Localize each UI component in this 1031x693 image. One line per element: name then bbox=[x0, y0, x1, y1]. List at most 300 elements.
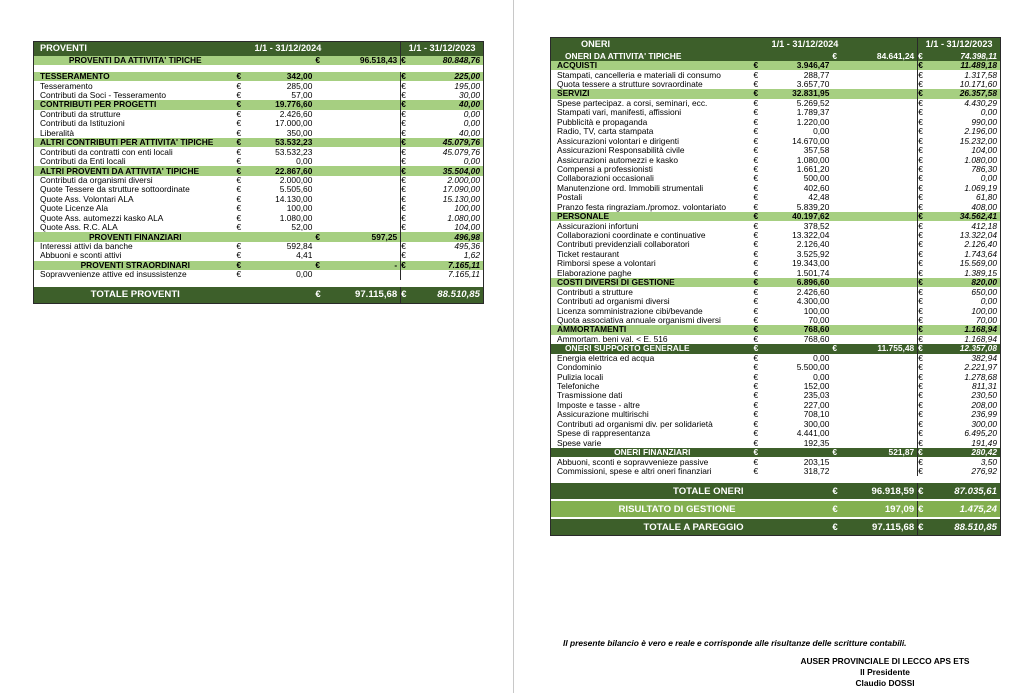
period-2024: 1/1 - 31/12/2024 bbox=[254, 43, 322, 54]
value-2024: 19.776,60 bbox=[275, 100, 313, 110]
currency-symbol: € bbox=[918, 306, 923, 316]
currency-symbol: € bbox=[918, 362, 923, 373]
row-label: ONERI SUPPORTO GENERALE bbox=[565, 344, 690, 354]
table-row bbox=[34, 91, 483, 100]
currency-symbol: € bbox=[918, 325, 923, 335]
signature-name: Claudio DOSSI bbox=[855, 678, 915, 688]
currency-symbol: € bbox=[753, 457, 759, 467]
value-2023: 208,00 bbox=[971, 400, 997, 410]
currency-symbol: € bbox=[918, 70, 923, 80]
row-label: Collaborazioni coordinate e continuative bbox=[557, 231, 706, 241]
value-2024: 1.220,00 bbox=[796, 117, 830, 127]
value-2023: 100,00 bbox=[454, 204, 480, 214]
risultato-label: RISULTATO DI GESTIONE bbox=[618, 504, 736, 514]
value-2024: 52,00 bbox=[291, 222, 313, 233]
row-label: TESSERAMENTO bbox=[40, 72, 110, 82]
value-2023: 2.126,40 bbox=[964, 240, 997, 250]
table-row bbox=[551, 372, 1000, 381]
row-label: Liberalità bbox=[40, 128, 74, 138]
currency-symbol: € bbox=[401, 109, 406, 119]
value-2023: 236,99 bbox=[971, 410, 997, 420]
row-label: Postali bbox=[557, 193, 583, 203]
table-row bbox=[551, 184, 1000, 193]
value-2024: 5.505,60 bbox=[279, 185, 313, 195]
row-label: Ammortam. beni val. < E. 516 bbox=[557, 334, 668, 344]
currency-symbol: € bbox=[753, 315, 759, 325]
currency-symbol: € bbox=[401, 175, 406, 185]
section-row bbox=[34, 100, 483, 109]
currency-symbol: € bbox=[918, 372, 923, 382]
value-2023: 0,00 bbox=[463, 119, 480, 129]
value-2024: 203,15 bbox=[803, 457, 830, 467]
totale-pareggio-2024: 97.115,68 bbox=[872, 521, 915, 533]
currency-symbol: € bbox=[401, 222, 406, 233]
value-2023: 4.430,29 bbox=[964, 98, 997, 108]
currency-symbol: € bbox=[753, 268, 759, 278]
value-2024: 2.426,60 bbox=[796, 287, 830, 297]
row-label: Quote Ass. automezzi kasko ALA bbox=[40, 213, 164, 223]
page-divider bbox=[513, 0, 514, 693]
value-2024: 318,72 bbox=[803, 466, 830, 476]
value-2023: 2.221,97 bbox=[964, 362, 997, 373]
oneri-rows bbox=[551, 52, 1000, 484]
value-2023: 45.079,76 bbox=[442, 147, 480, 157]
currency-symbol: € bbox=[401, 128, 406, 138]
table-row bbox=[551, 108, 1000, 117]
currency-symbol: € bbox=[236, 147, 242, 157]
row-label: Quote Ass. R.C. ALA bbox=[40, 223, 118, 233]
currency-symbol: € bbox=[918, 391, 923, 401]
table-row bbox=[551, 382, 1000, 391]
row-label: Contributi da organismi diversi bbox=[40, 175, 153, 185]
value-2024: 285,00 bbox=[286, 81, 313, 91]
value-2023: 0,00 bbox=[463, 156, 480, 167]
value-2024: 300,00 bbox=[803, 419, 830, 429]
value-2023: 100,00 bbox=[971, 306, 997, 316]
totale-oneri-2024: 96.918,59 bbox=[871, 485, 915, 497]
table-row bbox=[551, 231, 1000, 240]
currency-symbol: € bbox=[918, 164, 923, 174]
value-2023: 495,36 bbox=[454, 241, 480, 252]
value-2023: 2.196,00 bbox=[964, 127, 997, 137]
value-2024: 14.670,00 bbox=[792, 136, 830, 146]
value-2023: 382,94 bbox=[971, 353, 997, 363]
table-row bbox=[551, 203, 1000, 212]
value-2024: 17.000,00 bbox=[275, 119, 313, 129]
value-2024: 14.130,00 bbox=[275, 194, 313, 204]
table-row bbox=[551, 136, 1000, 145]
value-2024: 708,10 bbox=[803, 410, 830, 420]
currency-symbol: € bbox=[918, 230, 923, 241]
value-2023: 496,98 bbox=[454, 232, 480, 242]
table-row bbox=[551, 174, 1000, 183]
value-2024: 288,77 bbox=[803, 70, 830, 80]
value-2024: 227,00 bbox=[803, 400, 830, 410]
table-row bbox=[551, 80, 1000, 89]
table-row bbox=[551, 438, 1000, 447]
value-2023: 2.000,00 bbox=[447, 175, 480, 185]
value-2023: 230,50 bbox=[971, 391, 997, 401]
currency-symbol: € bbox=[918, 51, 923, 61]
currency-symbol: € bbox=[753, 334, 759, 344]
value-2024: 402,60 bbox=[803, 183, 830, 193]
table-row bbox=[551, 127, 1000, 136]
currency-symbol: € bbox=[918, 155, 923, 165]
period-2023: 1/1 - 31/12/2023 bbox=[925, 39, 993, 50]
value-2023: 0,00 bbox=[980, 174, 997, 184]
row-label: ALTRI CONTRIBUTI PER ATTIVITA' TIPICHE bbox=[40, 138, 214, 148]
currency-symbol: € bbox=[918, 240, 923, 250]
table-row bbox=[34, 204, 483, 213]
table-row bbox=[551, 297, 1000, 306]
currency-symbol: € bbox=[918, 108, 923, 118]
currency-symbol: € bbox=[753, 98, 759, 108]
row-label: Radio, TV, carta stampata bbox=[557, 127, 654, 137]
currency-symbol: € bbox=[753, 127, 759, 137]
currency-symbol: € bbox=[918, 344, 923, 354]
value-2024: 84.641,24 bbox=[876, 51, 915, 61]
row-label: ACQUISTI bbox=[557, 61, 598, 71]
table-row bbox=[551, 259, 1000, 268]
value-2024: 1.501,74 bbox=[796, 268, 830, 278]
row-label: Rimborsi spese a volontari bbox=[557, 259, 656, 269]
row-label: Contributi previdenziali collaboratori bbox=[557, 240, 690, 250]
value-2024: 32.831,95 bbox=[792, 89, 830, 99]
value-2023: 786,30 bbox=[971, 164, 997, 174]
currency-symbol: € bbox=[918, 60, 923, 71]
row-label: PROVENTI DA ATTIVITA' TIPICHE bbox=[68, 55, 202, 65]
row-label: PERSONALE bbox=[557, 212, 610, 222]
value-2023: 3,50 bbox=[980, 457, 997, 467]
currency-symbol: € bbox=[918, 259, 923, 269]
row-label: Assicurazioni volontari e dirigenti bbox=[557, 136, 679, 146]
value-2023: 17.090,00 bbox=[442, 185, 480, 195]
value-2023: 104,00 bbox=[971, 145, 997, 156]
value-2023: 13.322,04 bbox=[959, 230, 997, 241]
value-2023: 0,00 bbox=[463, 109, 480, 119]
value-2023: 30,00 bbox=[459, 90, 480, 101]
risultato-row: RISULTATO DI GESTIONE € 197,09 € 1.475,24 bbox=[551, 501, 1000, 517]
proventi-rows bbox=[34, 56, 483, 287]
section-row bbox=[551, 61, 1000, 70]
currency-symbol: € bbox=[236, 185, 242, 195]
value-2023: 1.317,58 bbox=[964, 70, 997, 80]
currency-symbol: € bbox=[918, 174, 923, 184]
value-2024: 0,00 bbox=[813, 127, 830, 137]
value-2024: 4,41 bbox=[296, 251, 313, 261]
table-row bbox=[34, 119, 483, 128]
section-row bbox=[551, 344, 1000, 353]
value-2024: 2.126,40 bbox=[796, 240, 830, 250]
value-2024: 6.896,60 bbox=[796, 278, 830, 288]
table-row bbox=[34, 129, 483, 138]
value-2024: 192,35 bbox=[803, 438, 830, 448]
row-label: SERVIZI bbox=[557, 89, 590, 99]
currency-symbol: € bbox=[918, 410, 923, 420]
currency-symbol: € bbox=[401, 204, 406, 214]
value-2023: 1.743,64 bbox=[964, 249, 997, 259]
currency-symbol: € bbox=[753, 372, 759, 382]
table-row bbox=[551, 335, 1000, 344]
value-2024: 1.661,20 bbox=[796, 164, 830, 174]
currency-symbol: € bbox=[918, 381, 923, 392]
currency-symbol: € bbox=[753, 466, 759, 476]
value-2023: 7.165,11 bbox=[448, 270, 480, 280]
row-label: Pranzo festa ringraziam./promoz. volontariato bbox=[557, 202, 726, 212]
table-row bbox=[551, 165, 1000, 174]
value-2024: 53.532,23 bbox=[275, 138, 313, 148]
totale-oneri-label: TOTALE ONERI bbox=[673, 486, 744, 496]
row-label: Contributi da Istituzioni bbox=[40, 119, 125, 129]
currency-symbol: € bbox=[753, 362, 759, 373]
currency-symbol: € bbox=[236, 166, 242, 176]
section-row bbox=[551, 212, 1000, 221]
currency-symbol: € bbox=[753, 108, 759, 118]
currency-symbol: € bbox=[918, 89, 923, 99]
row-label: Stampati vari, manifesti, affissioni bbox=[557, 108, 682, 118]
spacer bbox=[34, 280, 483, 287]
row-label: Energia elettrica ed acqua bbox=[557, 353, 655, 363]
risultato-2023: 1.475,24 bbox=[959, 503, 997, 515]
section-row bbox=[34, 261, 483, 270]
table-row bbox=[34, 157, 483, 166]
value-2023: 276,92 bbox=[971, 466, 997, 476]
currency-symbol: € bbox=[753, 306, 759, 316]
currency-symbol: € bbox=[918, 145, 923, 156]
totale-oneri-row: TOTALE ONERI € 96.918,59 € 87.035,61 bbox=[551, 483, 1000, 499]
currency-symbol: € bbox=[753, 419, 759, 429]
currency-symbol: € bbox=[753, 230, 759, 241]
currency-symbol: € bbox=[753, 164, 759, 174]
value-2024: 2.426,60 bbox=[279, 109, 313, 119]
value-2024: 597,25 bbox=[371, 232, 398, 242]
currency-symbol: € bbox=[236, 204, 242, 214]
value-2024: 42,48 bbox=[808, 193, 830, 203]
period-2023: 1/1 - 31/12/2023 bbox=[408, 43, 476, 54]
section-row bbox=[551, 89, 1000, 98]
value-2024: 500,00 bbox=[803, 174, 830, 184]
row-label: Contributi da contratti con enti locali bbox=[40, 147, 173, 157]
section-row bbox=[551, 52, 1000, 61]
row-label: Trasmissione dati bbox=[557, 391, 623, 401]
value-2023: 300,00 bbox=[971, 419, 997, 429]
value-2023: 35.504,00 bbox=[442, 166, 480, 176]
table-row bbox=[551, 70, 1000, 79]
value-2024: 0,00 bbox=[296, 270, 313, 280]
table-row bbox=[551, 221, 1000, 230]
row-label: Commissioni, spese e altri oneri finanziari bbox=[557, 466, 712, 476]
value-2024: 521,87 bbox=[888, 447, 915, 458]
value-2023: 1.168,94 bbox=[964, 325, 997, 335]
currency-symbol: € bbox=[753, 79, 759, 90]
currency-symbol: € bbox=[236, 109, 242, 119]
currency-symbol: € bbox=[918, 136, 923, 146]
row-label: Contributi ad organismi diversi bbox=[557, 297, 670, 307]
value-2023: 12.357,08 bbox=[959, 344, 997, 354]
value-2023: 7.165,11 bbox=[448, 260, 480, 270]
row-label: Pubblicità e propaganda bbox=[557, 117, 648, 127]
proventi-title: PROVENTI bbox=[40, 44, 87, 54]
row-label: Stampati, cancelleria e materiali di consumo bbox=[557, 70, 721, 80]
value-2023: 280,42 bbox=[971, 447, 997, 458]
currency-symbol: € bbox=[236, 156, 242, 167]
currency-symbol: € bbox=[401, 185, 406, 195]
row-label: Contributi da Soci - Tesseramento bbox=[40, 91, 166, 101]
row-label: Quote Tessere da strutture sottoordinate bbox=[40, 185, 190, 195]
row-label: Quote Licenze Ala bbox=[40, 204, 108, 214]
value-2023: 6.495,20 bbox=[964, 429, 997, 439]
currency-symbol: € bbox=[832, 447, 838, 458]
row-label: Tesseramento bbox=[40, 81, 93, 91]
currency-symbol: € bbox=[236, 128, 242, 138]
value-2024: 1.789,37 bbox=[796, 108, 830, 118]
table-row bbox=[34, 195, 483, 204]
value-2024: 235,03 bbox=[803, 391, 830, 401]
currency-symbol: € bbox=[753, 60, 759, 71]
row-label: Contributi a strutture bbox=[557, 287, 633, 297]
value-2023: 10.171,60 bbox=[959, 79, 997, 90]
row-label: ALTRI PROVENTI DA ATTIVITA' TIPICHE bbox=[40, 166, 200, 176]
section-row bbox=[34, 166, 483, 175]
currency-symbol: € bbox=[918, 268, 923, 278]
currency-symbol: € bbox=[753, 136, 759, 146]
currency-symbol: € bbox=[753, 447, 759, 458]
proventi-table bbox=[33, 41, 484, 304]
currency-symbol: € bbox=[315, 55, 321, 65]
value-2023: 104,00 bbox=[454, 222, 480, 233]
currency-symbol: € bbox=[401, 119, 406, 129]
currency-symbol: € bbox=[753, 145, 759, 156]
currency-symbol: € bbox=[236, 270, 242, 280]
value-2023: 650,00 bbox=[971, 287, 997, 297]
value-2024: 592,84 bbox=[286, 241, 313, 252]
spacer bbox=[551, 476, 1000, 483]
currency-symbol: € bbox=[918, 221, 923, 231]
value-2023: 15.569,00 bbox=[959, 259, 997, 269]
currency-symbol: € bbox=[401, 138, 406, 148]
value-2023: 1.168,94 bbox=[964, 334, 997, 344]
value-2024: 378,52 bbox=[803, 221, 830, 231]
value-2024: 1.080,00 bbox=[279, 213, 313, 223]
value-2024: 4.441,00 bbox=[796, 429, 830, 439]
currency-symbol: € bbox=[918, 98, 923, 108]
table-row bbox=[551, 420, 1000, 429]
row-label: Contributi da strutture bbox=[40, 109, 121, 119]
row-label: Abbuoni e sconti attivi bbox=[40, 251, 122, 261]
table-row bbox=[34, 214, 483, 223]
row-label: ONERI FINANZIARI bbox=[614, 448, 691, 458]
section-row bbox=[551, 325, 1000, 334]
value-2023: 15.130,00 bbox=[442, 194, 480, 204]
table-row bbox=[551, 316, 1000, 325]
currency-symbol: € bbox=[753, 183, 759, 193]
value-2024: 4.300,00 bbox=[796, 296, 830, 307]
currency-symbol: € bbox=[753, 193, 759, 203]
currency-symbol: € bbox=[832, 51, 838, 61]
currency-symbol: € bbox=[918, 117, 923, 127]
value-2023: 26.357,58 bbox=[959, 89, 997, 99]
row-label: ONERI DA ATTIVITA' TIPICHE bbox=[565, 51, 682, 61]
currency-symbol: € bbox=[832, 344, 838, 354]
currency-symbol: € bbox=[918, 183, 923, 193]
period-2024: 1/1 - 31/12/2024 bbox=[771, 39, 839, 50]
row-label: AMMORTAMENTI bbox=[557, 325, 627, 335]
value-2024: 2.000,00 bbox=[279, 175, 313, 185]
row-label: PROVENTI FINANZIARI bbox=[88, 232, 182, 242]
row-label: Imposte e tasse - altre bbox=[557, 400, 640, 410]
currency-symbol: € bbox=[401, 260, 406, 270]
value-2024: 350,00 bbox=[286, 128, 313, 138]
currency-symbol: € bbox=[918, 419, 923, 429]
table-row bbox=[551, 457, 1000, 466]
value-2023: 15.232,00 bbox=[959, 136, 997, 146]
currency-symbol: € bbox=[918, 315, 923, 325]
currency-symbol: € bbox=[236, 241, 242, 252]
row-label: COSTI DIVERSI DI GESTIONE bbox=[557, 278, 675, 288]
totale-pareggio-2023: 88.510,85 bbox=[954, 521, 997, 533]
row-label: Elaborazione paghe bbox=[557, 268, 632, 278]
row-label: Pulizia locali bbox=[557, 372, 604, 382]
table-row bbox=[551, 354, 1000, 363]
currency-symbol: € bbox=[918, 127, 923, 137]
value-2024: 0,00 bbox=[813, 372, 830, 382]
value-2024: 5.269,52 bbox=[796, 98, 830, 108]
currency-symbol: € bbox=[236, 90, 242, 101]
table-row bbox=[551, 391, 1000, 400]
signature-role: Il Presidente bbox=[860, 667, 910, 677]
row-label: Abbuoni, sconti e sopravvenieze passive bbox=[557, 457, 709, 467]
value-2023: 34.562,41 bbox=[959, 211, 997, 222]
currency-symbol: € bbox=[753, 240, 759, 250]
table-row bbox=[34, 81, 483, 90]
currency-symbol: € bbox=[753, 221, 759, 231]
currency-symbol: € bbox=[753, 117, 759, 127]
section-row bbox=[551, 448, 1000, 457]
signature-org: AUSER PROVINCIALE DI LECCO APS ETS bbox=[800, 656, 970, 666]
value-2024: 357,58 bbox=[803, 145, 830, 156]
currency-symbol: € bbox=[918, 211, 923, 222]
value-2024: 13.322,04 bbox=[792, 230, 830, 241]
value-2024: 100,00 bbox=[286, 204, 313, 214]
section-row bbox=[34, 232, 483, 241]
currency-symbol: € bbox=[918, 466, 923, 476]
currency-symbol: € bbox=[236, 175, 242, 185]
currency-symbol: € bbox=[918, 353, 923, 363]
value-2023: 811,31 bbox=[972, 381, 997, 392]
currency-symbol: € bbox=[401, 90, 406, 101]
currency-symbol: € bbox=[236, 194, 242, 204]
spacer bbox=[34, 65, 483, 72]
currency-symbol: € bbox=[401, 194, 406, 204]
table-row bbox=[551, 467, 1000, 476]
currency-symbol: € bbox=[401, 147, 406, 157]
table-row bbox=[551, 240, 1000, 249]
value-2023: 1.389,15 bbox=[964, 268, 997, 278]
value-2024: 3.525,92 bbox=[796, 249, 830, 259]
table-row bbox=[551, 118, 1000, 127]
value-2023: 1.080,00 bbox=[964, 155, 997, 165]
value-2024: 3.946,47 bbox=[796, 60, 830, 71]
row-label: Assicurazioni infortuni bbox=[557, 221, 639, 231]
row-label: Quota associativa annuale organismi diversi bbox=[557, 315, 721, 325]
section-row bbox=[34, 72, 483, 81]
value-2023: 40,00 bbox=[459, 128, 480, 138]
row-label: Interessi attivi da banche bbox=[40, 242, 133, 252]
currency-symbol: € bbox=[401, 55, 406, 65]
currency-symbol: € bbox=[753, 259, 759, 269]
risultato-2024: 197,09 bbox=[884, 503, 915, 515]
value-2024: 768,60 bbox=[803, 325, 830, 335]
